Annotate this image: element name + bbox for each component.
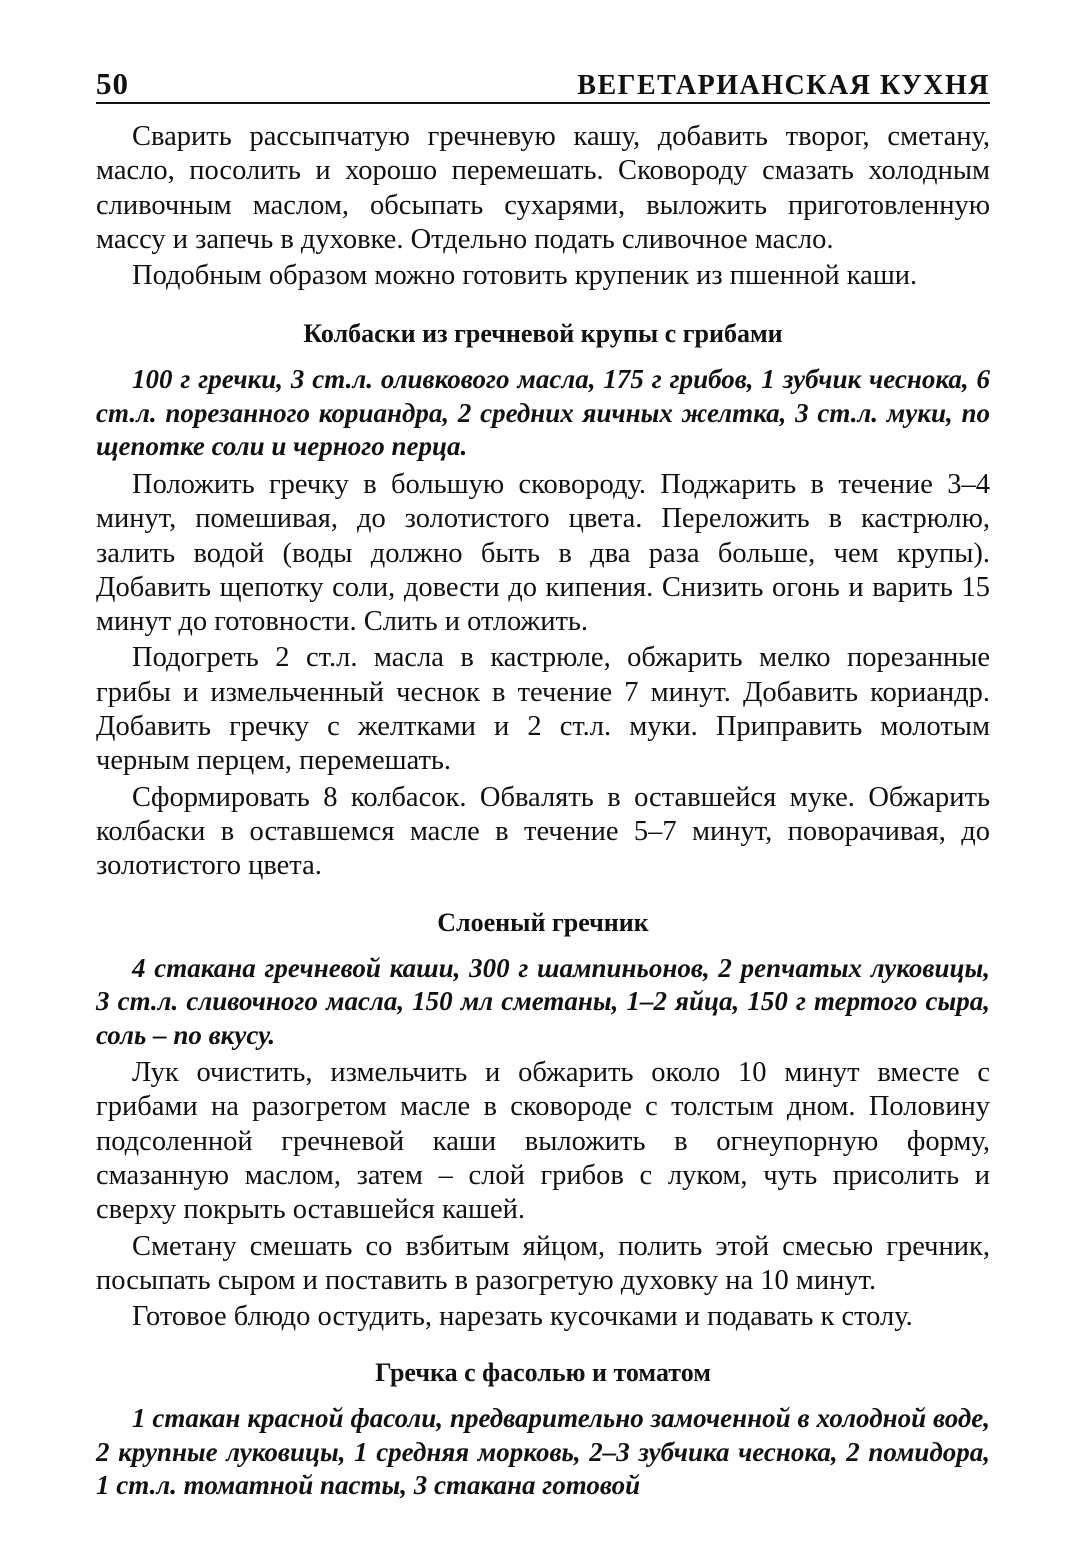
recipe-section <box>96 319 990 883</box>
recipe-ingredients: 1 стакан красной фасоли, предварительно замоченной в холодной воде, 2 крупные луковицы, 1 средняя морковь, 2–3 зубчика чеснока, 2 помидора, 1 ст.л. томатной пасты, 3 стакана готовой <box>96 1403 990 1501</box>
page-content <box>96 120 990 1503</box>
recipe-step: Сформировать 8 колбасок. Обвалять в оставшейся муке. Обжарить колбаски в оставшемся масле в течение 5–7 минут, поворачивая, до золотистого цвета. <box>96 781 990 882</box>
recipe-step: Готовое блюдо остудить, нарезать кусочками и подавать к столу. <box>132 1301 913 1333</box>
body-paragraph: Сварить рассыпчатую гречневую кашу, добавить творог, сметану, масло, посолить и хорошо перемешать. Сковороду смазать холодным сливочным маслом, обсыпать сухарями, выложить приготовленную массу и запечь в духовке. Отдельно подать сливочное масло. <box>96 121 990 255</box>
running-header <box>96 62 990 104</box>
running-title: ВЕГЕТАРИАНСКАЯ КУХНЯ <box>577 70 990 101</box>
recipe-title: Слоеный гречник <box>437 907 649 937</box>
page-number: 50 <box>96 66 129 101</box>
recipe-step: Лук очистить, измельчить и обжарить около 10 минут вместе с грибами на разогретом масле в сковороде с толстым дном. Половину подсоленной гречневой каши выложить в огнеупорную форму, смазанную маслом, затем – слой грибов с луком, чуть присолить и сверху покрыть оставшейся кашей. <box>96 1057 990 1226</box>
book-page <box>96 62 990 1532</box>
recipe-section <box>96 908 990 1335</box>
recipe-ingredients: 100 г гречки, 3 ст.л. оливкового масла, 175 г грибов, 1 зубчик чеснока, 6 ст.л. порезанного кориандра, 2 средних яичных желтка, 3 ст.л. муки, по щепотке соли и черного перца. <box>96 364 990 462</box>
recipe-title: Колбаски из гречневой крупы с грибами <box>303 319 783 349</box>
recipe-step: Сметану смешать со взбитым яйцом, полить этой смесью гречник, посыпать сыром и поставить в разогретую духовку на 10 минут. <box>96 1230 990 1296</box>
recipe-step: Положить гречку в большую сковороду. Поджарить в течение 3–4 минут, помешивая, до золотистого цвета. Переложить в кастрюлю, залить водой (воды должно быть в два раза больше, чем крупы). Добавить щепотку соли, довести до кипения. Снизить огонь и варить 15 минут до готовности. Слить и отложить. <box>96 468 990 638</box>
recipe-ingredients: 4 стакана гречневой каши, 300 г шампиньонов, 2 репчатых луковицы, 3 ст.л. сливочного масла, 150 мл сметаны, 1–2 яйца, 150 г тертого сыра, соль – по вкусу. <box>96 952 990 1050</box>
recipe-section <box>96 1358 990 1503</box>
body-paragraph: Подобным образом можно готовить крупеник из пшенной каши. <box>132 260 918 292</box>
recipe-step: Подогреть 2 ст.л. масла в кастрюле, обжарить мелко порезанные грибы и измельченный чеснок в течение 7 минут. Добавить кориандр. Добавить гречку с желтками и 2 ст.л. муки. Приправить молотым черным перцем, перемешать. <box>96 642 990 777</box>
recipe-title: Гречка с фасолью и томатом <box>375 1358 711 1388</box>
